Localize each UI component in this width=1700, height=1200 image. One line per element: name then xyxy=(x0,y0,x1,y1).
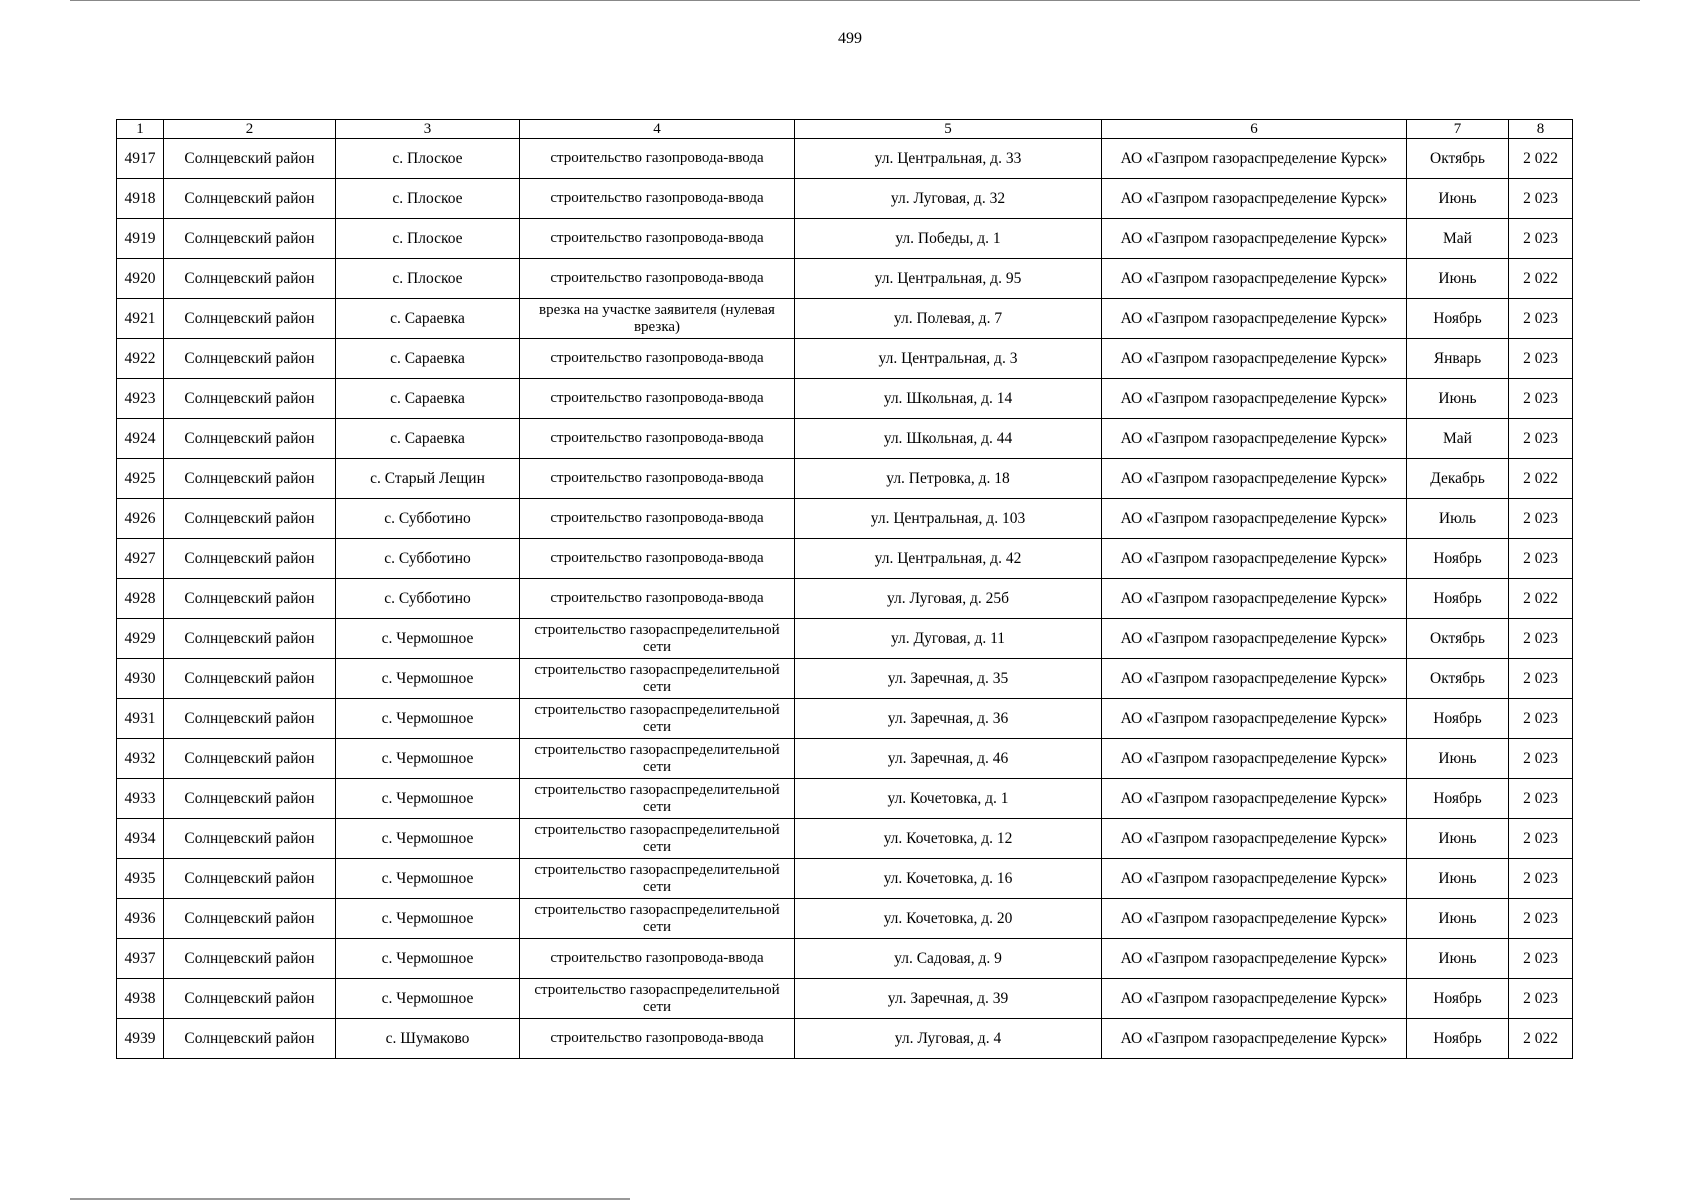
row-number-cell: 4939 xyxy=(117,1019,164,1059)
row-number-cell: 4921 xyxy=(117,299,164,339)
column-header: 3 xyxy=(336,120,520,139)
contractor-cell: АО «Газпром газораспределение Курск» xyxy=(1102,259,1407,299)
settlement-cell: с. Чермошное xyxy=(336,899,520,939)
column-header: 6 xyxy=(1102,120,1407,139)
column-header: 8 xyxy=(1509,120,1573,139)
year-cell: 2 023 xyxy=(1509,619,1573,659)
row-number-cell: 4930 xyxy=(117,659,164,699)
work-type-cell: строительство газопровода-ввода xyxy=(520,339,795,379)
column-header: 7 xyxy=(1407,120,1509,139)
page-number: 499 xyxy=(838,30,862,47)
work-type-cell: строительство газораспределительной сети xyxy=(520,819,795,859)
year-cell: 2 023 xyxy=(1509,739,1573,779)
row-number-cell: 4918 xyxy=(117,179,164,219)
year-cell: 2 023 xyxy=(1509,179,1573,219)
work-type-cell: строительство газопровода-ввода xyxy=(520,939,795,979)
month-cell: Ноябрь xyxy=(1407,779,1509,819)
address-cell: ул. Заречная, д. 36 xyxy=(795,699,1102,739)
year-cell: 2 022 xyxy=(1509,1019,1573,1059)
district-cell: Солнцевский район xyxy=(164,939,336,979)
row-number-cell: 4927 xyxy=(117,539,164,579)
address-cell: ул. Садовая, д. 9 xyxy=(795,939,1102,979)
month-cell: Май xyxy=(1407,219,1509,259)
month-cell: Ноябрь xyxy=(1407,699,1509,739)
work-type-cell: врезка на участке заявителя (нулевая врезка) xyxy=(520,299,795,339)
address-cell: ул. Заречная, д. 39 xyxy=(795,979,1102,1019)
month-cell: Октябрь xyxy=(1407,139,1509,179)
settlement-cell: с. Плоское xyxy=(336,179,520,219)
month-cell: Июнь xyxy=(1407,179,1509,219)
contractor-cell: АО «Газпром газораспределение Курск» xyxy=(1102,899,1407,939)
table-row xyxy=(117,979,1573,1019)
work-type-cell: строительство газопровода-ввода xyxy=(520,379,795,419)
work-type-cell: строительство газопровода-ввода xyxy=(520,219,795,259)
year-cell: 2 023 xyxy=(1509,819,1573,859)
year-cell: 2 023 xyxy=(1509,419,1573,459)
address-cell: ул. Центральная, д. 42 xyxy=(795,539,1102,579)
table-row xyxy=(117,259,1573,299)
address-cell: ул. Кочетовка, д. 16 xyxy=(795,859,1102,899)
row-number-cell: 4934 xyxy=(117,819,164,859)
contractor-cell: АО «Газпром газораспределение Курск» xyxy=(1102,619,1407,659)
year-cell: 2 022 xyxy=(1509,579,1573,619)
contractor-cell: АО «Газпром газораспределение Курск» xyxy=(1102,179,1407,219)
contractor-cell: АО «Газпром газораспределение Курск» xyxy=(1102,859,1407,899)
table-row xyxy=(117,419,1573,459)
contractor-cell: АО «Газпром газораспределение Курск» xyxy=(1102,779,1407,819)
column-header: 2 xyxy=(164,120,336,139)
month-cell: Ноябрь xyxy=(1407,1019,1509,1059)
district-cell: Солнцевский район xyxy=(164,339,336,379)
settlement-cell: с. Чермошное xyxy=(336,659,520,699)
table-row xyxy=(117,499,1573,539)
settlement-cell: с. Чермошное xyxy=(336,819,520,859)
row-number-cell: 4923 xyxy=(117,379,164,419)
work-type-cell: строительство газораспределительной сети xyxy=(520,699,795,739)
district-cell: Солнцевский район xyxy=(164,419,336,459)
month-cell: Октябрь xyxy=(1407,659,1509,699)
row-number-cell: 4938 xyxy=(117,979,164,1019)
month-cell: Июнь xyxy=(1407,899,1509,939)
work-type-cell: строительство газопровода-ввода xyxy=(520,179,795,219)
address-cell: ул. Полевая, д. 7 xyxy=(795,299,1102,339)
table-row xyxy=(117,899,1573,939)
address-cell: ул. Школьная, д. 44 xyxy=(795,419,1102,459)
contractor-cell: АО «Газпром газораспределение Курск» xyxy=(1102,419,1407,459)
district-cell: Солнцевский район xyxy=(164,299,336,339)
settlement-cell: с. Чермошное xyxy=(336,979,520,1019)
row-number-cell: 4928 xyxy=(117,579,164,619)
work-type-cell: строительство газораспределительной сети xyxy=(520,619,795,659)
district-cell: Солнцевский район xyxy=(164,619,336,659)
settlement-cell: с. Чермошное xyxy=(336,779,520,819)
column-header: 5 xyxy=(795,120,1102,139)
contractor-cell: АО «Газпром газораспределение Курск» xyxy=(1102,659,1407,699)
year-cell: 2 023 xyxy=(1509,499,1573,539)
year-cell: 2 022 xyxy=(1509,259,1573,299)
district-cell: Солнцевский район xyxy=(164,1019,336,1059)
year-cell: 2 022 xyxy=(1509,139,1573,179)
table-row xyxy=(117,579,1573,619)
row-number-cell: 4935 xyxy=(117,859,164,899)
address-cell: ул. Заречная, д. 35 xyxy=(795,659,1102,699)
row-number-cell: 4932 xyxy=(117,739,164,779)
address-cell: ул. Школьная, д. 14 xyxy=(795,379,1102,419)
contractor-cell: АО «Газпром газораспределение Курск» xyxy=(1102,819,1407,859)
address-cell: ул. Центральная, д. 103 xyxy=(795,499,1102,539)
month-cell: Ноябрь xyxy=(1407,979,1509,1019)
district-cell: Солнцевский район xyxy=(164,659,336,699)
gasification-registry-table xyxy=(116,119,1573,1059)
table-row xyxy=(117,219,1573,259)
address-cell: ул. Луговая, д. 4 xyxy=(795,1019,1102,1059)
row-number-cell: 4926 xyxy=(117,499,164,539)
top-scan-edge xyxy=(70,0,1640,1)
address-cell: ул. Кочетовка, д. 1 xyxy=(795,779,1102,819)
table-body xyxy=(117,139,1573,1059)
contractor-cell: АО «Газпром газораспределение Курск» xyxy=(1102,299,1407,339)
table-row xyxy=(117,939,1573,979)
year-cell: 2 023 xyxy=(1509,779,1573,819)
work-type-cell: строительство газораспределительной сети xyxy=(520,859,795,899)
settlement-cell: с. Сараевка xyxy=(336,339,520,379)
table-row xyxy=(117,299,1573,339)
district-cell: Солнцевский район xyxy=(164,139,336,179)
settlement-cell: с. Чермошное xyxy=(336,859,520,899)
settlement-cell: с. Шумаково xyxy=(336,1019,520,1059)
column-header: 4 xyxy=(520,120,795,139)
work-type-cell: строительство газопровода-ввода xyxy=(520,259,795,299)
district-cell: Солнцевский район xyxy=(164,819,336,859)
month-cell: Октябрь xyxy=(1407,619,1509,659)
row-number-cell: 4925 xyxy=(117,459,164,499)
contractor-cell: АО «Газпром газораспределение Курск» xyxy=(1102,1019,1407,1059)
month-cell: Июнь xyxy=(1407,859,1509,899)
settlement-cell: с. Субботино xyxy=(336,579,520,619)
address-cell: ул. Центральная, д. 33 xyxy=(795,139,1102,179)
table-row xyxy=(117,859,1573,899)
table-row xyxy=(117,779,1573,819)
year-cell: 2 023 xyxy=(1509,379,1573,419)
year-cell: 2 023 xyxy=(1509,219,1573,259)
settlement-cell: с. Старый Лещин xyxy=(336,459,520,499)
month-cell: Январь xyxy=(1407,339,1509,379)
month-cell: Ноябрь xyxy=(1407,299,1509,339)
column-header: 1 xyxy=(117,120,164,139)
contractor-cell: АО «Газпром газораспределение Курск» xyxy=(1102,939,1407,979)
contractor-cell: АО «Газпром газораспределение Курск» xyxy=(1102,139,1407,179)
contractor-cell: АО «Газпром газораспределение Курск» xyxy=(1102,539,1407,579)
work-type-cell: строительство газопровода-ввода xyxy=(520,499,795,539)
month-cell: Июнь xyxy=(1407,939,1509,979)
district-cell: Солнцевский район xyxy=(164,699,336,739)
district-cell: Солнцевский район xyxy=(164,259,336,299)
work-type-cell: строительство газопровода-ввода xyxy=(520,419,795,459)
settlement-cell: с. Чермошное xyxy=(336,739,520,779)
year-cell: 2 022 xyxy=(1509,459,1573,499)
district-cell: Солнцевский район xyxy=(164,859,336,899)
settlement-cell: с. Плоское xyxy=(336,219,520,259)
year-cell: 2 023 xyxy=(1509,939,1573,979)
month-cell: Декабрь xyxy=(1407,459,1509,499)
table-row xyxy=(117,179,1573,219)
address-cell: ул. Кочетовка, д. 20 xyxy=(795,899,1102,939)
year-cell: 2 023 xyxy=(1509,859,1573,899)
settlement-cell: с. Чермошное xyxy=(336,699,520,739)
district-cell: Солнцевский район xyxy=(164,899,336,939)
table-row xyxy=(117,619,1573,659)
district-cell: Солнцевский район xyxy=(164,779,336,819)
settlement-cell: с. Сараевка xyxy=(336,419,520,459)
row-number-cell: 4922 xyxy=(117,339,164,379)
settlement-cell: с. Субботино xyxy=(336,539,520,579)
contractor-cell: АО «Газпром газораспределение Курск» xyxy=(1102,579,1407,619)
settlement-cell: с. Сараевка xyxy=(336,299,520,339)
district-cell: Солнцевский район xyxy=(164,179,336,219)
settlement-cell: с. Сараевка xyxy=(336,379,520,419)
district-cell: Солнцевский район xyxy=(164,579,336,619)
work-type-cell: строительство газопровода-ввода xyxy=(520,459,795,499)
contractor-cell: АО «Газпром газораспределение Курск» xyxy=(1102,339,1407,379)
work-type-cell: строительство газораспределительной сети xyxy=(520,899,795,939)
month-cell: Июнь xyxy=(1407,379,1509,419)
address-cell: ул. Петровка, д. 18 xyxy=(795,459,1102,499)
settlement-cell: с. Чермошное xyxy=(336,939,520,979)
table-row xyxy=(117,339,1573,379)
table-row xyxy=(117,659,1573,699)
address-cell: ул. Заречная, д. 46 xyxy=(795,739,1102,779)
month-cell: Июнь xyxy=(1407,819,1509,859)
row-number-cell: 4924 xyxy=(117,419,164,459)
table-row xyxy=(117,699,1573,739)
year-cell: 2 023 xyxy=(1509,539,1573,579)
month-cell: Ноябрь xyxy=(1407,579,1509,619)
work-type-cell: строительство газораспределительной сети xyxy=(520,779,795,819)
table-row xyxy=(117,819,1573,859)
row-number-cell: 4936 xyxy=(117,899,164,939)
work-type-cell: строительство газораспределительной сети xyxy=(520,739,795,779)
district-cell: Солнцевский район xyxy=(164,739,336,779)
table-row xyxy=(117,379,1573,419)
month-cell: Июнь xyxy=(1407,259,1509,299)
row-number-cell: 4931 xyxy=(117,699,164,739)
header-row xyxy=(117,120,1573,139)
table-row xyxy=(117,139,1573,179)
row-number-cell: 4937 xyxy=(117,939,164,979)
table-row xyxy=(117,739,1573,779)
table-row xyxy=(117,539,1573,579)
year-cell: 2 023 xyxy=(1509,979,1573,1019)
row-number-cell: 4933 xyxy=(117,779,164,819)
contractor-cell: АО «Газпром газораспределение Курск» xyxy=(1102,219,1407,259)
year-cell: 2 023 xyxy=(1509,299,1573,339)
contractor-cell: АО «Газпром газораспределение Курск» xyxy=(1102,739,1407,779)
row-number-cell: 4929 xyxy=(117,619,164,659)
table-row xyxy=(117,1019,1573,1059)
address-cell: ул. Победы, д. 1 xyxy=(795,219,1102,259)
district-cell: Солнцевский район xyxy=(164,499,336,539)
work-type-cell: строительство газопровода-ввода xyxy=(520,539,795,579)
row-number-cell: 4920 xyxy=(117,259,164,299)
month-cell: Май xyxy=(1407,419,1509,459)
work-type-cell: строительство газопровода-ввода xyxy=(520,139,795,179)
month-cell: Ноябрь xyxy=(1407,539,1509,579)
settlement-cell: с. Плоское xyxy=(336,139,520,179)
address-cell: ул. Дуговая, д. 11 xyxy=(795,619,1102,659)
district-cell: Солнцевский район xyxy=(164,379,336,419)
settlement-cell: с. Плоское xyxy=(336,259,520,299)
work-type-cell: строительство газопровода-ввода xyxy=(520,1019,795,1059)
year-cell: 2 023 xyxy=(1509,659,1573,699)
contractor-cell: АО «Газпром газораспределение Курск» xyxy=(1102,459,1407,499)
table-row xyxy=(117,459,1573,499)
address-cell: ул. Луговая, д. 25б xyxy=(795,579,1102,619)
year-cell: 2 023 xyxy=(1509,899,1573,939)
contractor-cell: АО «Газпром газораспределение Курск» xyxy=(1102,499,1407,539)
work-type-cell: строительство газораспределительной сети xyxy=(520,979,795,1019)
address-cell: ул. Центральная, д. 95 xyxy=(795,259,1102,299)
contractor-cell: АО «Газпром газораспределение Курск» xyxy=(1102,979,1407,1019)
work-type-cell: строительство газопровода-ввода xyxy=(520,579,795,619)
district-cell: Солнцевский район xyxy=(164,459,336,499)
address-cell: ул. Луговая, д. 32 xyxy=(795,179,1102,219)
year-cell: 2 023 xyxy=(1509,699,1573,739)
settlement-cell: с. Чермошное xyxy=(336,619,520,659)
month-cell: Июнь xyxy=(1407,739,1509,779)
settlement-cell: с. Субботино xyxy=(336,499,520,539)
row-number-cell: 4919 xyxy=(117,219,164,259)
district-cell: Солнцевский район xyxy=(164,979,336,1019)
address-cell: ул. Кочетовка, д. 12 xyxy=(795,819,1102,859)
month-cell: Июль xyxy=(1407,499,1509,539)
work-type-cell: строительство газораспределительной сети xyxy=(520,659,795,699)
contractor-cell: АО «Газпром газораспределение Курск» xyxy=(1102,699,1407,739)
address-cell: ул. Центральная, д. 3 xyxy=(795,339,1102,379)
year-cell: 2 023 xyxy=(1509,339,1573,379)
district-cell: Солнцевский район xyxy=(164,219,336,259)
row-number-cell: 4917 xyxy=(117,139,164,179)
district-cell: Солнцевский район xyxy=(164,539,336,579)
contractor-cell: АО «Газпром газораспределение Курск» xyxy=(1102,379,1407,419)
